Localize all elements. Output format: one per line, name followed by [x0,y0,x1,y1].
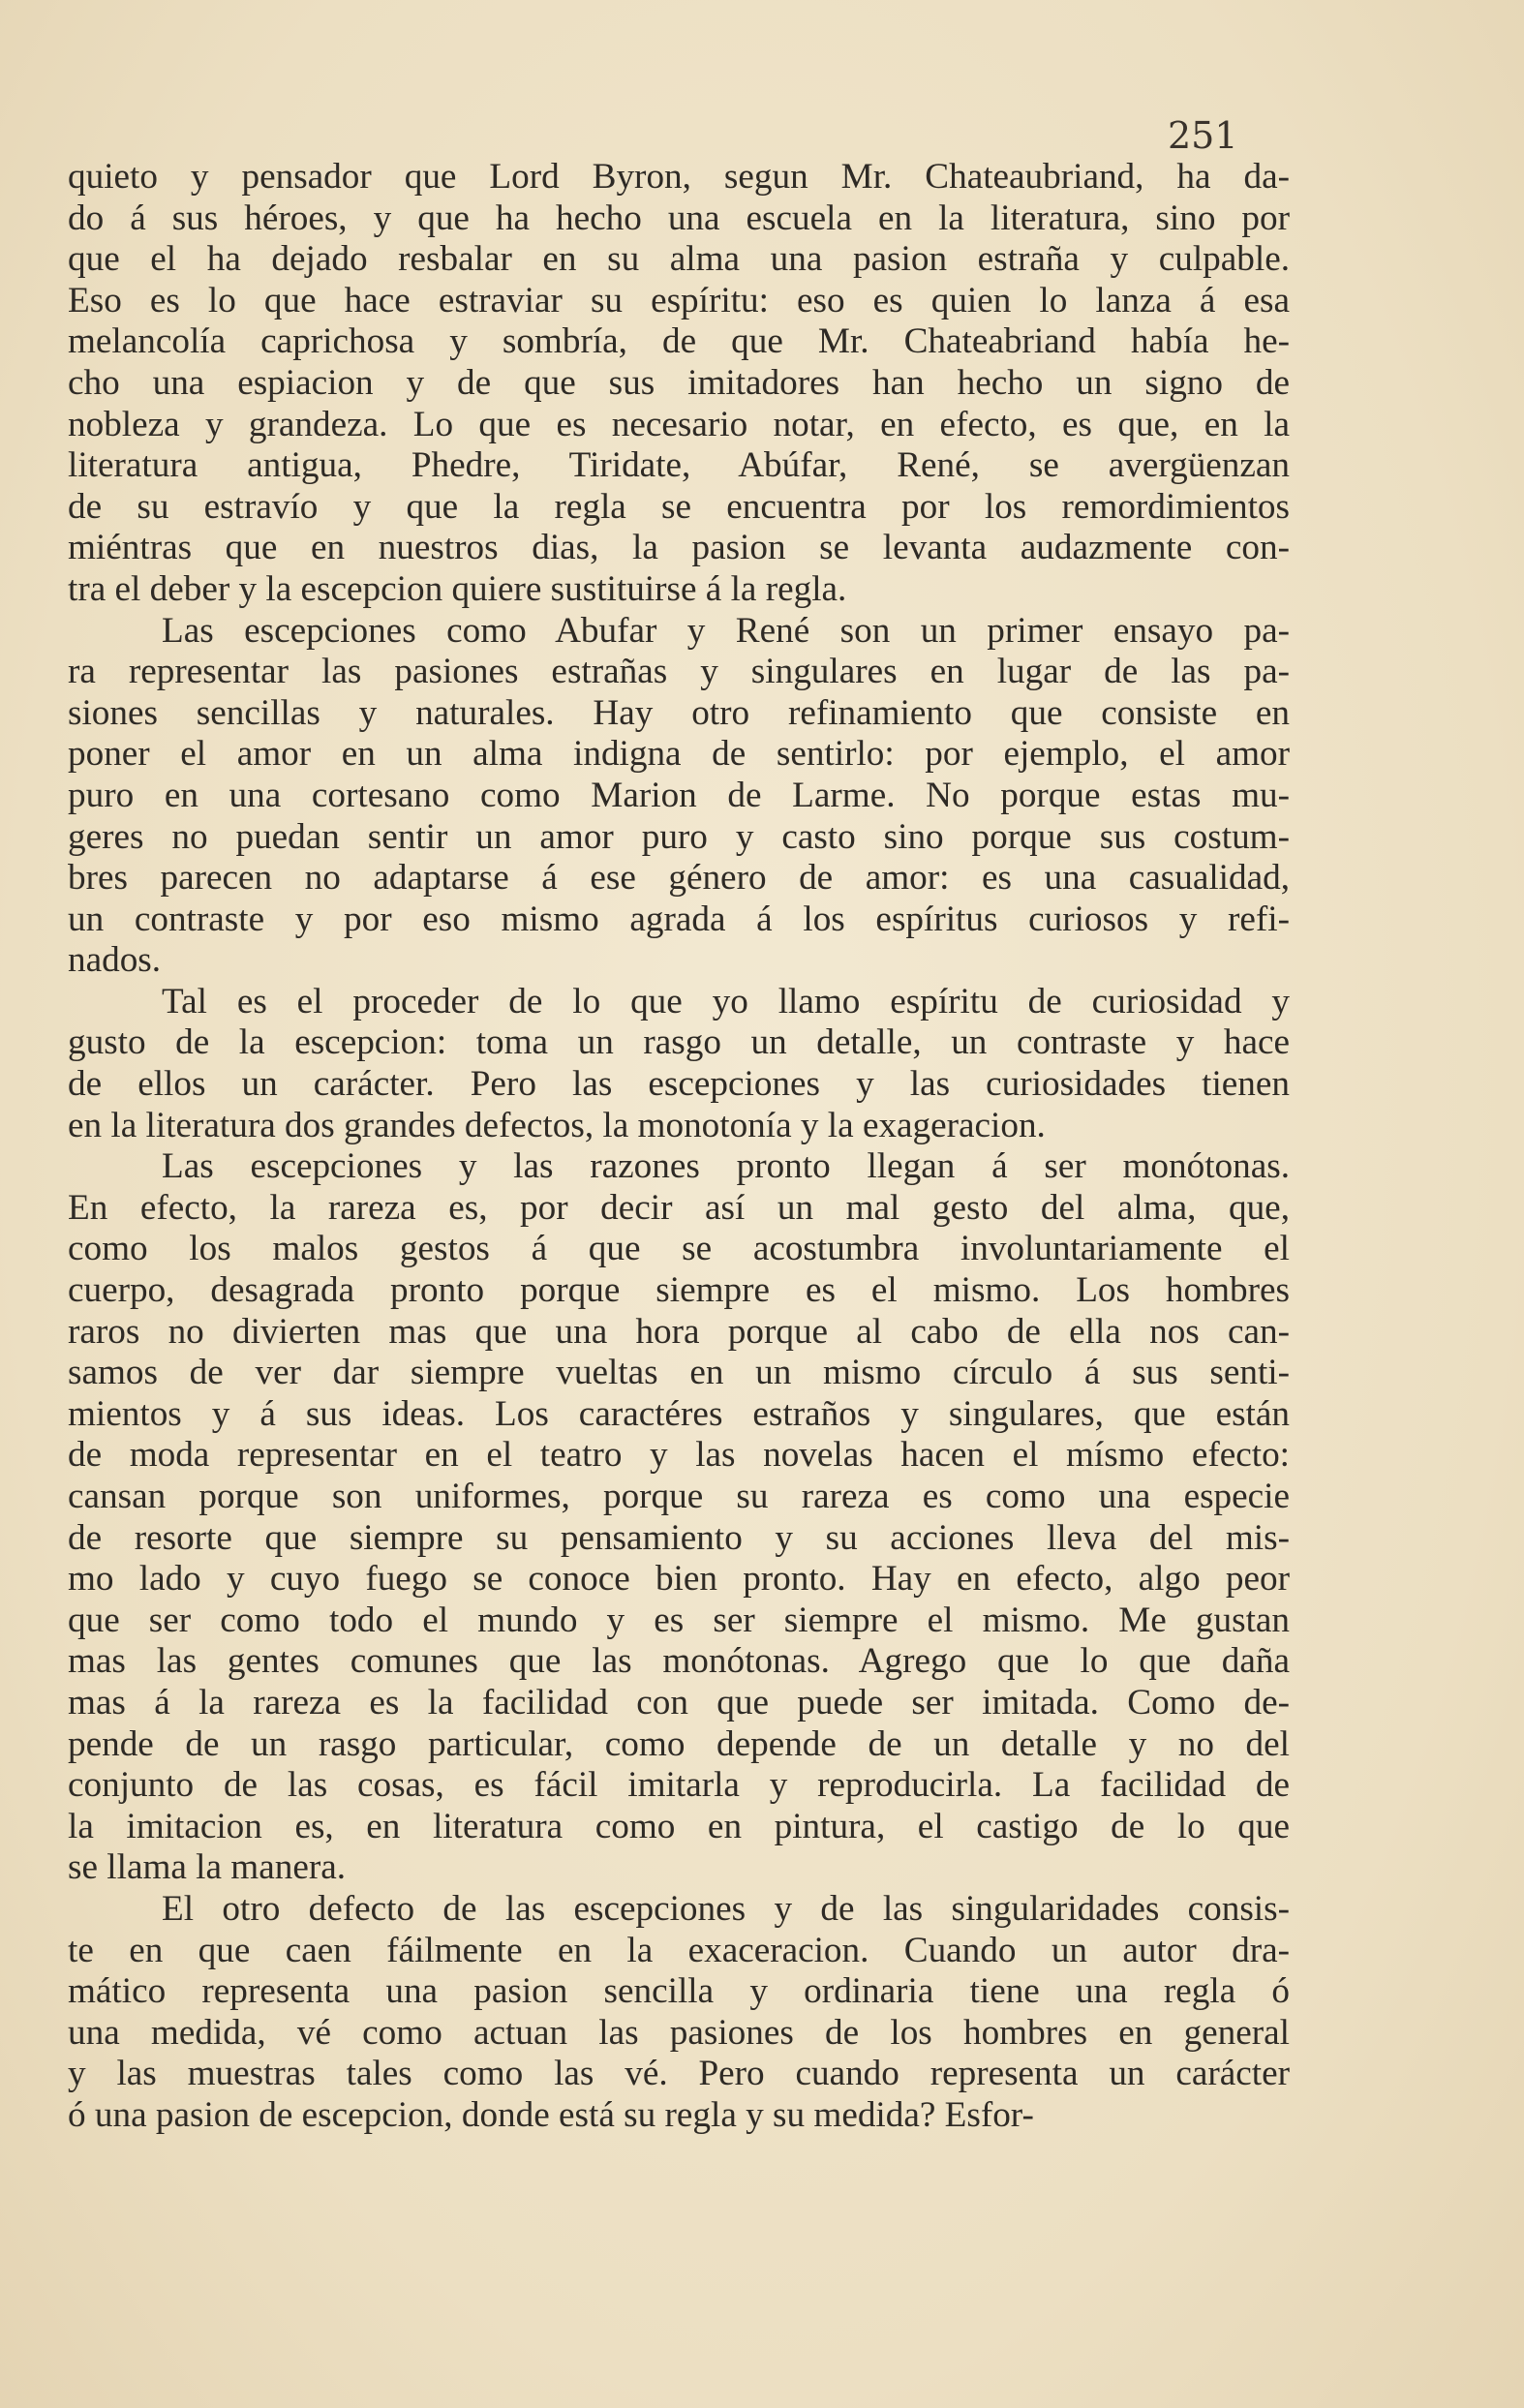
text-line: Eso es lo que hace estraviar su espíritu: eso es quien lo lanza á esa [68,280,1290,320]
paragraph [68,1146,1290,1889]
text-line: mientos y á sus ideas. Los caractéres estraños y singulares, que están [68,1393,1290,1434]
text-line: El otro defecto de las escepciones y de las singularidades consis- [162,1888,1290,1929]
text-line: Las escepciones y las razones pronto llegan á ser monótonas. [162,1146,1290,1187]
text-line: de resorte que siempre su pensamiento y su acciones lleva del mis- [68,1517,1290,1558]
text-line: literatura antigua, Phedre, Tiridate, Abúfar, René, se avergüenzan [68,445,1290,486]
text-line: bres parecen no adaptarse á ese género de amor: es una casualidad, [68,858,1290,899]
text-line: miéntras que en nuestros dias, la pasion se levanta audazmente con- [68,528,1290,568]
text-line: mo lado y cuyo fuego se conoce bien pronto. Hay en efecto, algo peor [68,1559,1290,1600]
text-line: mas á la rareza es la facilidad con que puede ser imitada. Como de- [68,1682,1290,1722]
text-line: te en que caen fáilmente en la exaceracion. Cuando un autor dra- [68,1930,1290,1970]
paragraph [68,611,1290,982]
text-line: que ser como todo el mundo y es ser siempre el mismo. Me gustan [68,1600,1290,1640]
text-line: pende de un rasgo particular, como depende de un detalle y no del [68,1723,1290,1764]
paragraph [68,157,1290,611]
text-line: mático representa una pasion sencilla y ordinaria tiene una regla ó [68,1971,1290,2012]
paragraph [68,982,1290,1146]
body-text [68,157,1290,2137]
text-line: y las muestras tales como las vé. Pero cuando representa un carácter [68,2054,1290,2094]
text-line: cuerpo, desagrada pronto porque siempre es el mismo. Los hombres [68,1270,1290,1311]
text-line: mas las gentes comunes que las monótonas. Agrego que lo que daña [68,1641,1290,1682]
text-line: raros no divierten mas que una hora porque al cabo de ella nos can- [68,1311,1290,1352]
text-line: quieto y pensador que Lord Byron, segun Mr. Chateaubriand, ha da- [68,157,1290,197]
text-line: geres no puedan sentir un amor puro y casto sino porque sus costum- [68,816,1290,857]
text-line: se llama la manera. [68,1847,347,1888]
text-line: ó una pasion de escepcion, donde está su regla y su medida? Esfor- [68,2094,1034,2135]
text-line: siones sencillas y naturales. Hay otro refinamiento que consiste en [68,692,1290,733]
text-line: melancolía caprichosa y sombría, de que Mr. Chateabriand había he- [68,321,1290,362]
text-line: de moda representar en el teatro y las novelas hacen el mísmo efecto: [68,1435,1290,1476]
text-line: nados. [68,940,162,981]
text-line: una medida, vé como actuan las pasiones de los hombres en general [68,2012,1290,2053]
text-line: en la literatura dos grandes defectos, la monotonía y la exageracion. [68,1105,1046,1145]
text-line: poner el amor en un alma indigna de sentirlo: por ejemplo, el amor [68,734,1290,775]
text-line: de ellos un carácter. Pero las escepciones y las curiosidades tienen [68,1064,1290,1105]
text-line: un contraste y por eso mismo agrada á los espíritus curiosos y refi- [68,899,1290,939]
text-line: Las escepciones como Abufar y René son un primer ensayo pa- [162,610,1290,651]
text-line: gusto de la escepcion: toma un rasgo un detalle, un contraste y hace [68,1022,1290,1063]
text-line: Tal es el proceder de lo que yo llamo espíritu de curiosidad y [162,981,1290,1021]
paragraph [68,1889,1290,2137]
text-line: ra representar las pasiones estrañas y singulares en lugar de las pa- [68,652,1290,692]
text-line: tra el deber y la escepcion quiere sustituirse á la regla. [68,568,847,609]
text-line: como los malos gestos á que se acostumbra involuntariamente el [68,1229,1290,1269]
text-line: conjunto de las cosas, es fácil imitarla y reproducirla. La facilidad de [68,1765,1290,1806]
text-line: la imitacion es, en literatura como en pintura, el castigo de lo que [68,1806,1290,1846]
text-line: nobleza y grandeza. Lo que es necesario notar, en efecto, es que, en la [68,404,1290,444]
text-line: cansan porque son uniformes, porque su rareza es como una especie [68,1477,1290,1516]
text-line: do á sus héroes, y que ha hecho una escuela en la literatura, sino por [68,198,1290,238]
text-line: cho una espiacion y de que sus imitadores han hecho un signo de [68,362,1290,403]
page-number: 251 [1168,114,1238,157]
text-line: que el ha dejado resbalar en su alma una pasion estraña y culpable. [68,239,1290,280]
text-line: puro en una cortesano como Marion de Larme. No porque estas mu- [68,775,1290,815]
text-line: samos de ver dar siempre vueltas en un mismo círculo á sus senti- [68,1353,1290,1393]
text-line: de su estravío y que la regla se encuentra por los remordimientos [68,486,1290,527]
text-line: En efecto, la rareza es, por decir así un mal gesto del alma, que, [68,1187,1290,1228]
